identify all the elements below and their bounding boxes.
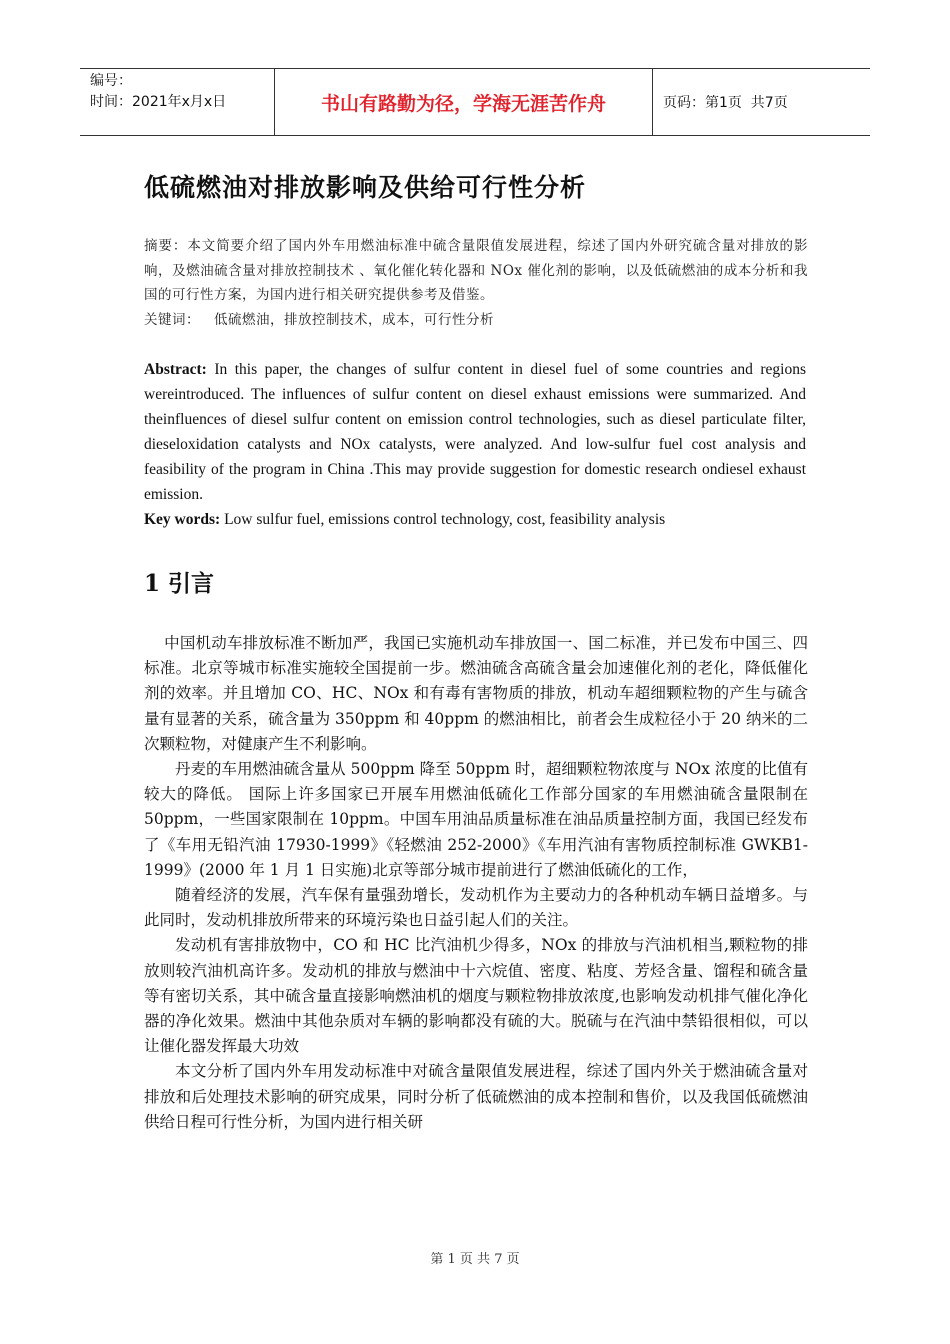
english-abstract-paragraph bbox=[144, 357, 806, 507]
introduction-body bbox=[144, 631, 808, 1135]
section-heading-introduction: 1 引言 bbox=[144, 570, 215, 597]
chinese-abstract bbox=[144, 234, 808, 332]
english-keywords bbox=[144, 507, 806, 532]
english-abstract-text: In this paper, the changes of sulfur content in diesel fuel of some countries and regions wereintroduced. The influences of sulfur content on diesel exhaust emissions were summarized. And theinfluences of diesel sulfur content on emission control technologies, such as diesel particulate filter, dieseloxidation catalysts and NOx catalysts, were analyzed. And low-sulfur fuel cost analysis and feasibility of the program in China .This may provide suggestion for domestic research ondiesel exhaust emission. bbox=[144, 361, 806, 503]
body-paragraph: 中国机动车排放标准不断加严，我国已实施机动车排放国一、国二标准，并已发布中国三、四标准。北京等城市标准实施较全国提前一步。燃油硫含高硫含量会加速催化剂的老化，降低催化剂的效率。并且增加 CO、HC、NOx 和有毒有害物质的排放，机动车超细颗粒物的产生与硫含量有显著的关系，硫含量为 350ppm 和 40ppm 的燃油相比，前者会生成粒径小于 20 纳米的二次颗粒物，对健康产生不利影响。 bbox=[144, 634, 808, 753]
footer-page-number: 第 1 页 共 7 页 bbox=[430, 1252, 520, 1267]
chinese-keywords bbox=[144, 308, 808, 333]
body-paragraph: 本文分析了国内外车用发动标准中对硫含量限值发展进程，综述了国内外关于燃油硫含量对排放和后处理技术影响的研究成果，同时分析了低硫燃油的成本控制和售价，以及我国低硫燃油供给日程可行性分析，为国内进行相关研 bbox=[144, 1062, 808, 1131]
body-paragraph: 发动机有害排放物中，CO 和 HC 比汽油机少得多，NOx 的排放与汽油机相当,颗粒物的排放则较汽油机高许多。发动机的排放与燃油中十六烷值、密度、粘度、芳烃含量、馏程和硫含量等有密切关系，其中硫含量直接影响燃油机的烟度与颗粒物排放浓度,也影响发动机排气催化净化器的净化效果。燃油中其他杂质对车辆的影响都没有硫的大。脱硫与在汽油中禁铅很相似，可以让催化器发挥最大功效 bbox=[144, 936, 808, 1056]
body-paragraph: 丹麦的车用燃油硫含量从 500ppm 降至 50ppm 时，超细颗粒物浓度与 NOx 浓度的比值有较大的降低。 国际上许多国家已开展车用燃油低硫化工作部分国家的车用燃油硫含量限制在 50ppm，一些国家限制在 10ppm。中国车用油品质量标准在油品质量控制方面，我国已经发布了《车用无铅汽油 17930-1999》《轻燃油 252-2000》《车用汽油有害物质控制标准 GWKB1-1999》(2000 年 1 月 1 日实施)北京等部分城市提前进行了燃油低硫化的工作， bbox=[144, 760, 808, 879]
document-time-label: 时间：2021年x月x日 bbox=[90, 94, 227, 110]
chinese-keywords-value: 低硫燃油，排放控制技术，成本，可行性分析 bbox=[214, 311, 494, 328]
english-abstract-label: Abstract: bbox=[144, 361, 207, 378]
page-footer bbox=[0, 1248, 950, 1267]
english-keywords-value: Low sulfur fuel, emissions control technology, cost, feasibility analysis bbox=[220, 511, 666, 528]
chinese-keywords-label: 关键词： bbox=[144, 311, 200, 328]
english-abstract bbox=[144, 357, 806, 532]
header-motto: 书山有路勤为径，学海无涯苦作舟 bbox=[275, 69, 653, 135]
header-page-info bbox=[653, 69, 870, 135]
chinese-abstract-text: 摘要：本文简要介绍了国内外车用燃油标准中硫含量限值发展进程，综述了国内外研究硫含量对排放的影响，及燃油硫含量对排放控制技术 、氧化催化转化器和 NOx 催化剂的影响，以及低硫燃油的成本分析和我国的可行性方案，为国内进行相关研究提供参考及借鉴。 bbox=[144, 238, 808, 303]
english-keywords-label: Key words: bbox=[144, 511, 221, 528]
page-header bbox=[80, 68, 870, 136]
document-number-label: 编号： bbox=[90, 73, 132, 89]
page-info-text: 页码：第1页 共7页 bbox=[663, 95, 788, 111]
body-paragraph: 随着经济的发展，汽车保有量强劲增长，发动机作为主要动力的各种机动车辆日益增多。与此同时，发动机排放所带来的环境污染也日益引起人们的关注。 bbox=[144, 886, 808, 930]
document-title: 低硫燃油对排放影响及供给可行性分析 bbox=[144, 173, 587, 202]
header-meta bbox=[80, 69, 275, 135]
